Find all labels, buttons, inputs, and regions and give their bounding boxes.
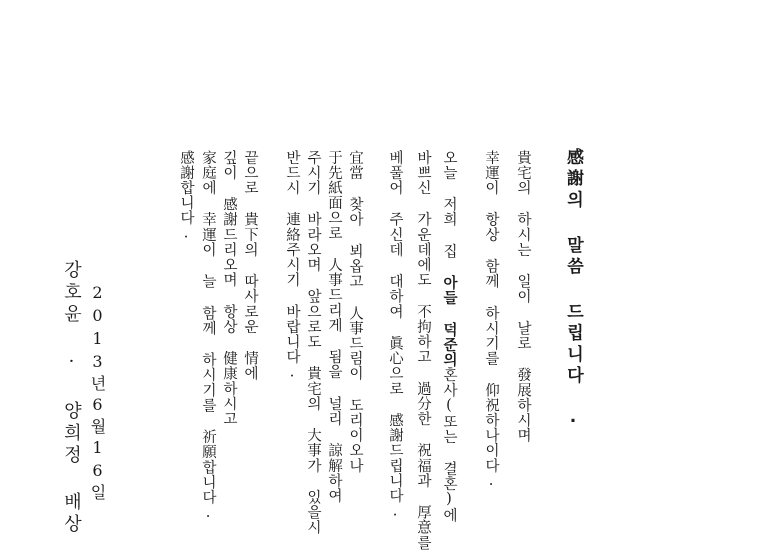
paragraph4-line1: 끝으로 貴下의 따사로운 情에 (242, 150, 258, 381)
paragraph3-line4: 반드시 連絡주시기 바랍니다. (284, 150, 300, 381)
paragraph3-line2: 于先紙面으로 人事드리게 됨을 널리 諒解하여 (326, 150, 342, 504)
paragraph2-line1-end: 혼사(또는 결혼)에 (441, 367, 457, 523)
paragraph2-line3: 베풀어 주신데 대하여 眞心으로 感謝드립니다. (387, 150, 403, 520)
paragraph4-line3: 家庭에 幸運이 늘 함께 하시기를 祈願합니다. (200, 150, 216, 522)
date: 2013년6월16일 (88, 283, 107, 504)
paragraph2-line1 (439, 150, 459, 523)
paragraph2-line1-start: 오늘 저희 집 (441, 150, 457, 276)
card-title: 感謝의 말씀 드립니다 · (563, 148, 583, 436)
paragraph2-line2: 바쁘신 가운데에도 不拘하고 過分한 祝福과 厚意를 (415, 150, 431, 550)
paragraph3-line1: 宜當 찾아 뵈옵고 人事드림이 도리이오나 (347, 150, 363, 474)
groom-name: 아들 덕준의 (441, 275, 457, 368)
paragraph4-line4: 感謝합니다. (178, 150, 194, 243)
paragraph4-line2: 깊이 感謝드리오며 항상 健康하시고 (221, 150, 237, 427)
paragraph1-line1: 貴宅의 하시는 일이 날로 發展하시며 (515, 150, 531, 443)
signature: 강호윤 · 양희정 배상 (61, 260, 82, 536)
paragraph1-line2: 幸運이 항상 함께 하시기를 仰祝하나이다. (483, 150, 499, 490)
paragraph3-line3: 주시기 바라오며 앞으로도 貴宅의 大事가 있을시 (305, 150, 321, 535)
